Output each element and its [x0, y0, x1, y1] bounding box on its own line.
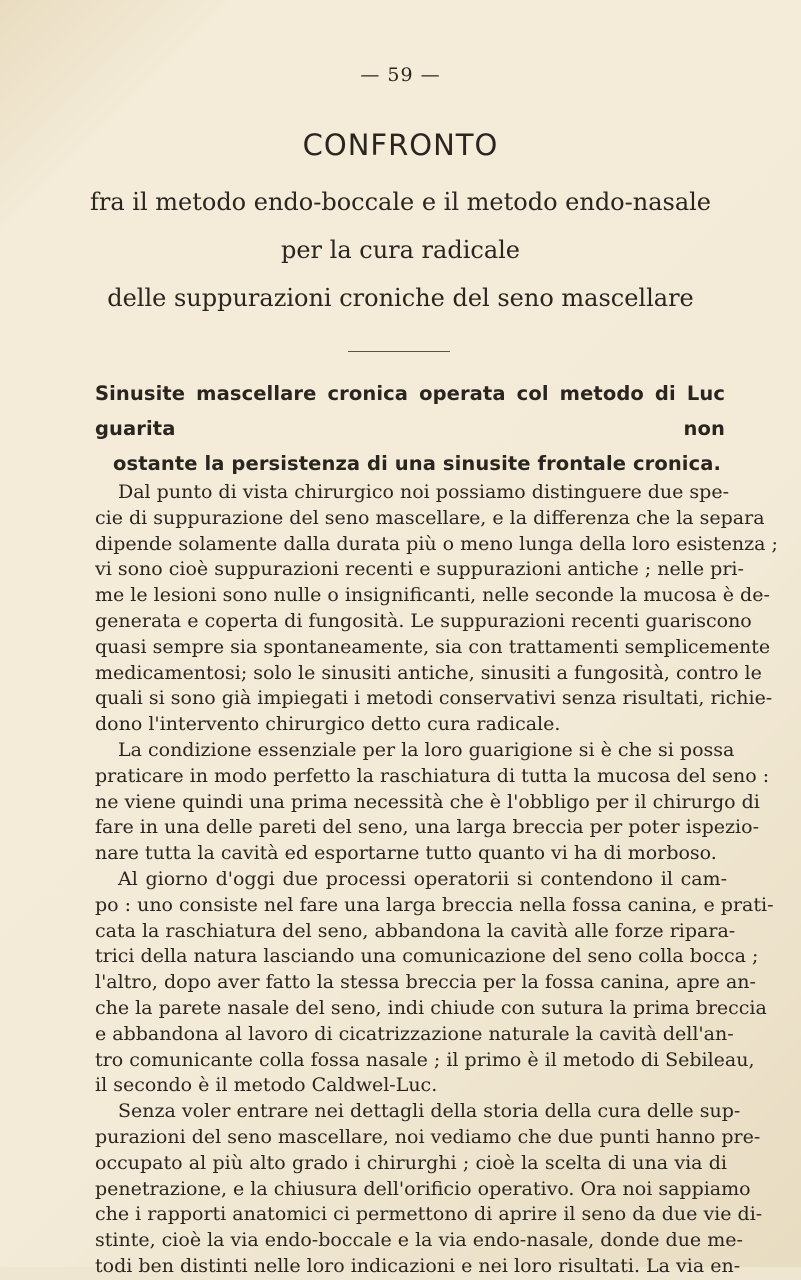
body-text — [95, 480, 778, 1280]
text-line: po : uno consiste nel fare una larga breccia nella fossa canina, e prati- — [95, 893, 774, 916]
text-line: stinte, cioè la via endo-boccale e la via endo-nasale, donde due me- — [95, 1229, 743, 1252]
text-line: e abbandona al lavoro di cicatrizzazione naturale la cavità dell'an- — [95, 1022, 734, 1045]
paragraph — [95, 1099, 763, 1280]
text-line: quali si sono già impiegati i metodi conservativi senza risultati, richie- — [95, 687, 773, 710]
section-heading-line-1: Sinusite mascellare cronica operata col metodo di Luc guarita non — [95, 382, 725, 440]
section-heading — [95, 376, 725, 481]
text-line: cata la raschiatura del seno, abbandona la cavità alle forze ripara- — [95, 919, 736, 942]
text-line: generata e coperta di fungosità. Le suppurazioni recenti guariscono — [95, 609, 752, 632]
text-line: Senza voler entrare nei dettagli della storia della cura delle sup- — [118, 1100, 741, 1123]
text-line: medicamentosi; solo le sinusiti antiche, sinusiti a fungosità, contro le — [95, 661, 762, 684]
text-line: ne viene quindi una prima necessità che è l'obbligo per il chirurgo di — [95, 790, 760, 813]
text-line: l'altro, dopo aver fatto la stessa breccia per la fossa canina, apre an- — [95, 971, 756, 994]
text-line: che i rapporti anatomici ci permettono di aprire il seno da due vie di- — [95, 1203, 763, 1226]
text-line: dipende solamente dalla durata più o meno lunga della loro esistenza ; — [95, 532, 778, 555]
chapter-subtitle-line-1: fra il metodo endo-boccale e il metodo endo-nasale — [89, 188, 712, 216]
text-line: occupato al più alto grado i chirurghi ; cioè la scelta di una via di — [95, 1151, 727, 1174]
text-line: cie di suppurazione del seno mascellare, e la differenza che la separa — [95, 506, 765, 529]
chapter-title: CONFRONTO — [302, 128, 499, 162]
paragraph — [95, 867, 774, 1099]
text-line: quasi sempre sia spontaneamente, sia con trattamenti semplicemente — [95, 635, 771, 658]
separator-rule — [348, 351, 450, 352]
text-line: purazioni del seno mascellare, noi vediamo che due punti hanno pre- — [95, 1125, 761, 1148]
chapter-subtitle-line-3: delle suppurazioni croniche del seno mascellare — [107, 284, 694, 312]
section-heading-line-2: ostante la persistenza di una sinusite frontale cronica. — [113, 452, 722, 475]
text-line: che la parete nasale del seno, indi chiude con sutura la prima breccia — [95, 996, 767, 1019]
text-line: trici della natura lasciando una comunicazione del seno colla bocca ; — [95, 945, 759, 968]
text-line: dono l'intervento chirurgico detto cura radicale. — [95, 713, 561, 736]
text-line: nare tutta la cavità ed esportarne tutto quanto vi ha di morboso. — [95, 842, 717, 865]
page-number: — 59 — — [360, 64, 441, 86]
paragraph — [95, 738, 770, 867]
text-line: vi sono cioè suppurazioni recenti e suppurazioni antiche ; nelle pri- — [95, 558, 744, 581]
text-line: La condizione essenziale per la loro guarigione si è che si possa — [118, 738, 735, 761]
text-line: todi ben distinti nelle loro indicazioni e nei loro risultati. La via en- — [95, 1254, 741, 1277]
text-line: il secondo è il metodo Caldwel-Luc. — [95, 1074, 438, 1097]
text-line: fare in una delle pareti del seno, una larga breccia per poter ispezio- — [95, 816, 759, 839]
chapter-subtitle-line-2: per la cura radicale — [280, 236, 521, 264]
text-line: penetrazione, e la chiusura dell'orificio operativo. Ora noi sappiamo — [95, 1177, 751, 1200]
text-line: praticare in modo perfetto la raschiatura di tutta la mucosa del seno : — [95, 764, 770, 787]
text-line: Al giorno d'oggi due processi operatorii si contendono il cam- — [118, 867, 727, 890]
paragraph — [95, 480, 778, 738]
text-line: me le lesioni sono nulle o insignificanti, nelle seconde la mucosa è de- — [95, 584, 770, 607]
text-line: Dal punto di vista chirurgico noi possiamo distinguere due spe- — [118, 481, 729, 503]
text-line: tro comunicante colla fossa nasale ; il primo è il metodo di Sebileau, — [95, 1048, 755, 1071]
